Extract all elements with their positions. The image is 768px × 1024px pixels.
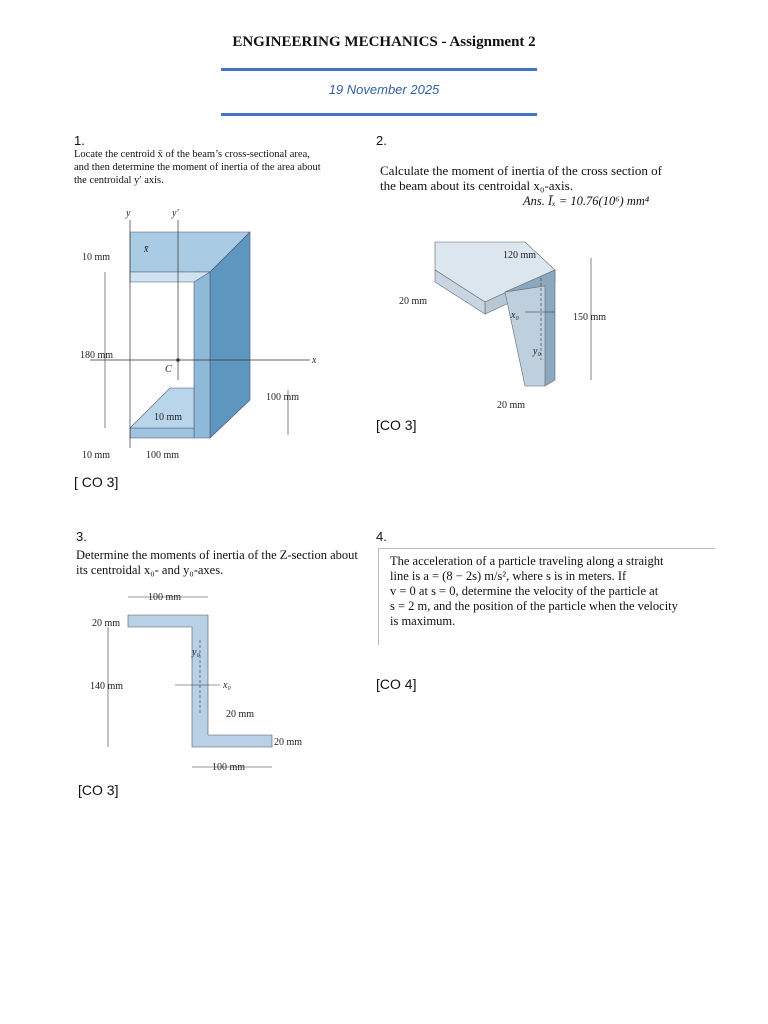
q2-dim-width: 120 mm (503, 250, 537, 261)
q3-dim-height: 140 mm (90, 681, 124, 692)
q2-axis-y0: y₀ (533, 346, 541, 357)
q1-dim-width: 100 mm (146, 450, 180, 461)
q1-centroid-c: C (165, 364, 172, 375)
q2-dim-flange: 20 mm (399, 296, 428, 307)
question-2-text: Calculate the moment of inertia of the cross section of the beam about its centroidal x₀-axis. (380, 163, 662, 193)
question-2-co: [CO 3] (376, 417, 417, 433)
question-1-number: 1. (74, 133, 85, 148)
question-4-co: [CO 4] (376, 676, 417, 692)
question-4-line: line is a = (8 − 2s) m/s², where s is in meters. If (390, 569, 627, 583)
question-3-number: 3. (76, 529, 87, 544)
question-1-text: Locate the centroid x̄ of the beam’s cross-sectional area, and then determine the moment of inertia of the area about the centroidal y′ axis. (74, 149, 321, 186)
question-4-line: v = 0 at s = 0, determine the velocity of the particle at (390, 584, 659, 598)
question-2-number: 2. (376, 133, 387, 148)
q1-xbar: x̄ (144, 244, 149, 255)
q3-dim-bottom: 100 mm (212, 762, 246, 773)
question-3-co: [CO 3] (78, 782, 119, 798)
question-4-text (390, 554, 710, 629)
q3-dim-web: 20 mm (226, 709, 255, 720)
q3-axis-x0: x₀ (223, 680, 231, 691)
q3-dim-flange: 20 mm (92, 618, 121, 629)
question-3-text: Determine the moments of inertia of the Z-section about its centroidal x₀- and y₀-axes. (76, 548, 358, 577)
q1-dim-top: 10 mm (82, 252, 111, 263)
q1-axis-yp: y′ (172, 208, 179, 219)
question-4-line: is maximum. (390, 614, 456, 628)
q1-dim-bottom: 10 mm (82, 450, 111, 461)
question-1-figure (70, 200, 330, 468)
q2-dim-height: 150 mm (573, 312, 607, 323)
q1-dim-height: 100 mm (266, 392, 300, 403)
q1-dim-mid: 180 mm (80, 350, 114, 361)
q2-dim-web: 20 mm (497, 400, 526, 411)
q1-axis-y: y (126, 208, 131, 219)
question-2-figure (395, 230, 655, 420)
page-title: ENGINEERING MECHANICS - Assignment 2 (232, 34, 536, 50)
question-4-number: 4. (376, 529, 387, 544)
question-4-line: s = 2 m, and the position of the particle when the velocity (390, 599, 678, 613)
q3-axis-y0: y₀ (192, 647, 200, 658)
q2-axis-x0: x₀ (511, 310, 519, 321)
q1-axis-x: x (312, 355, 317, 366)
question-2-answer: Ans. Īₓ = 10.76(10⁶) mm⁴ (523, 194, 650, 208)
question-4-line: The acceleration of a particle traveling along a straight (390, 554, 664, 568)
q1-dim-inner: 10 mm (154, 412, 183, 423)
title-rule-bottom (221, 113, 537, 116)
question-3-figure (80, 585, 320, 780)
question-1-co: [ CO 3] (74, 474, 119, 490)
q3-dim-bottom-flange: 20 mm (274, 737, 303, 748)
q3-dim-top: 100 mm (148, 592, 182, 603)
title-rule-top (221, 68, 537, 71)
assignment-date: 19 November 2025 (328, 82, 440, 97)
